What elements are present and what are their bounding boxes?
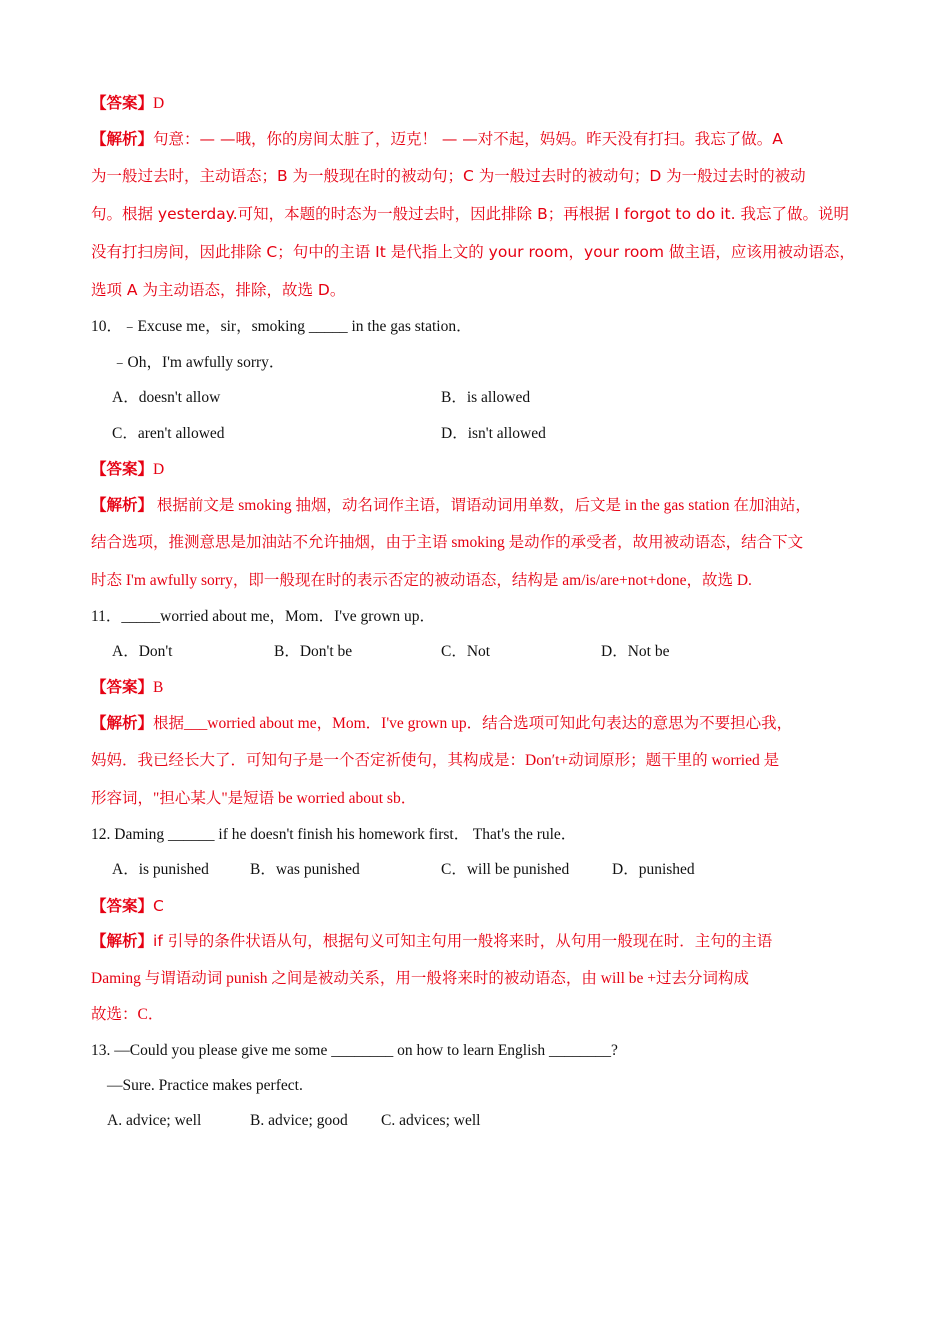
analysis-text: 结合选项，推测意思是加油站不允许抽烟，由于主语 smoking 是动作的承受者，故用被动语态，结合下文 [91,534,804,551]
answer-line [91,93,164,114]
answer-line [91,896,164,917]
analysis-text: 没有打扫房间，因此排除 C；句中的主语 It 是代指上文的 your room，your room 做主语，应该用被动语态， [91,243,855,261]
answer-label: 【答案】 [91,94,154,112]
question-reply: —Sure. Practice makes perfect. [107,1077,303,1094]
analysis-text: Daming 与谓语动词 punish 之间是被动关系，用一般将来时的被动语态，由 will be +过去分词构成 [91,970,750,987]
option-b: B．Don't be [274,643,353,660]
analysis-text: 为一般过去时，主动语态；B 为一般现在时的被动句；C 为一般过去时的被动句；D 为一般过去时的被动 [91,167,806,185]
question-stem: 10．﹣Excuse me，sir，smoking _____ in the gas station． [91,318,472,335]
question-stem: 11．_____worried about me，Mom．I've grown up． [91,608,436,625]
question-reply: ﹣Oh，I'm awfully sorry． [112,354,285,371]
analysis-text: 选项 A 为主动语态，排除，故选 D。 [91,281,346,299]
analysis-label: 【解析】 [91,932,154,950]
answer-value: D [153,95,165,112]
analysis-text: 句。根据 yesterday.可知，本题的时态为一般过去时，因此排除 B；再根据 I forgot to do it. 我忘了做。说明 [91,205,849,223]
analysis-text: 故选：C． [91,1006,164,1023]
option-d: D．isn't allowed [441,425,546,442]
analysis-text: 妈妈．我已经长大了．可知句子是一个否定祈使句，其构成是：Don′t+动词原形；题干里的 worried 是 [91,752,780,769]
answer-line [91,459,164,480]
option-b: B．is allowed [441,389,531,406]
option-a: A．is punished [112,861,209,878]
analysis-line [91,495,811,516]
option-a: A. advice; well [107,1112,202,1129]
analysis-text: 句意：— —哦，你的房间太脏了，迈克！ — —对不起，妈妈。昨天没有打扫。我忘了做。A [153,130,783,148]
analysis-label: 【解析】 [91,714,154,732]
answer-value: B [153,679,164,696]
option-a: A．doesn't allow [112,389,221,406]
option-c: C．Not [441,643,491,660]
option-c: C. advices; well [381,1112,481,1129]
option-b: B．was punished [250,861,360,878]
analysis-label: 【解析】 [91,130,154,148]
analysis-text: if 引导的条件状语从句，根据句义可知主句用一般将来时，从句用一般现在时．主句的主语 [153,932,773,950]
analysis-text: 形容词，"担心某人"是短语 be worried about sb． [91,790,417,807]
option-d: D．punished [612,861,695,878]
analysis-line [91,713,792,734]
answer-value: C [153,897,164,915]
option-b: B. advice; good [250,1112,348,1129]
question-stem: 13. —Could you please give me some ________ on how to learn English ________? [91,1042,618,1059]
answer-label: 【答案】 [91,897,154,915]
analysis-text: 根据前文是 smoking 抽烟，动名词作主语，谓语动词用单数，后文是 in the gas station 在加油站， [153,497,811,514]
option-d: D．Not be [601,643,670,660]
analysis-label: 【解析】 [91,496,154,514]
question-stem: 12. Daming ______ if he doesn't finish his homework first． That's the rule． [91,826,577,843]
answer-line [91,677,163,698]
option-c: C．will be punished [441,861,570,878]
analysis-line [91,129,783,150]
answer-value: D [153,461,165,478]
analysis-text: 根据___worried about me，Mom．I've grown up．结合选项可知此句表达的意思为不要担心我， [153,715,793,732]
option-a: A．Don't [112,643,173,660]
analysis-line [91,931,772,952]
answer-label: 【答案】 [91,678,154,696]
analysis-text: 时态 I'm awfully sorry，即一般现在时的表示否定的被动语态，结构是 am/is/are+not+done，故选 D. [91,572,752,589]
option-c: C．aren't allowed [112,425,225,442]
answer-label: 【答案】 [91,460,154,478]
